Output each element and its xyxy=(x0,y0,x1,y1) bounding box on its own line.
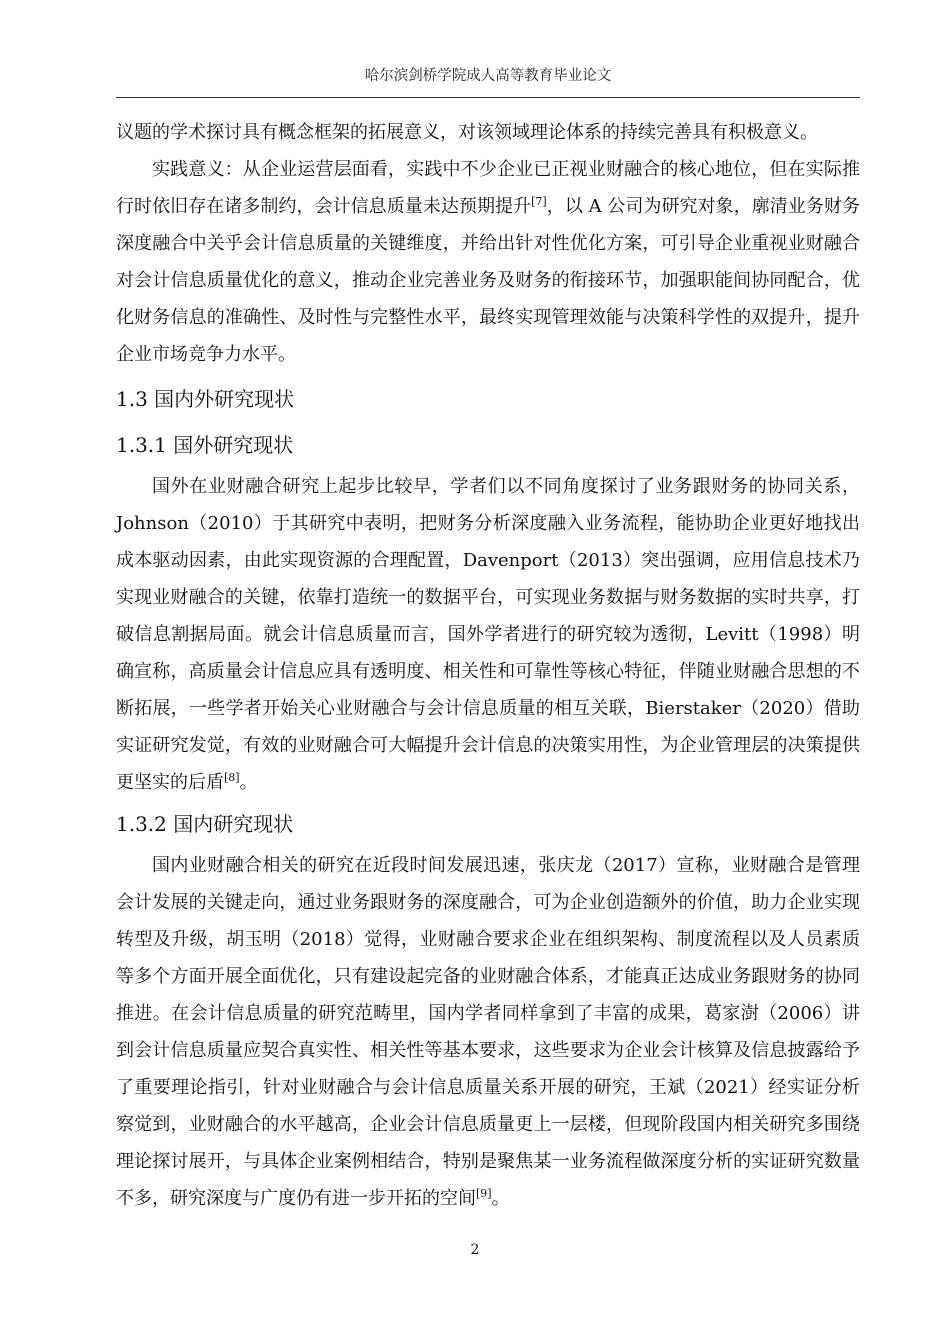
page-header: 哈尔滨剑桥学院成人高等教育毕业论文 xyxy=(364,68,612,84)
subsection-heading-foreign: 1.3.1 国外研究现状 xyxy=(116,433,294,457)
paragraph-foreign-research xyxy=(116,468,860,801)
paragraph-domestic-research xyxy=(116,847,860,1217)
section-heading: 1.3 国内外研究现状 xyxy=(116,387,295,411)
document-body xyxy=(116,114,860,1217)
paragraph-text: 。 xyxy=(491,1188,510,1209)
subsection-heading-domestic: 1.3.2 国内研究现状 xyxy=(116,812,294,836)
citation-ref: [8] xyxy=(224,771,240,784)
header-divider xyxy=(116,97,860,98)
page-number: 2 xyxy=(470,1242,480,1258)
paragraph-text: 国外在业财融合研究上起步比较早，学者们以不同角度探讨了业务跟财务的协同关系，Johnson（2010）于其研究中表明，把财务分析深度融入业务流程，能协助企业更好地找出成本驱动因素，由此实现资源的合理配置，Davenport（2013）突出强调，应用信息技术乃实现业财融合的关键，依靠打造统一的数据平台，可实现业务数据与财务数据的实时共享，打破信息割据局面。就会计信息质量而言，国外学者进行的研究较为透彻，Levitt（1998）明确宣称，高质量会计信息应具有透明度、相关性和可靠性等核心特征，伴随业财融合思想的不断拓展，一些学者开始关心业财融合与会计信息质量的相互关联，Bierstaker（2020）借助实证研究发觉，有效的业财融合可大幅提升会计信息的决策实用性，为企业管理层的决策提供更坚实的后盾 xyxy=(116,476,860,793)
paragraph-text: 实践意义：从企业运营层面看，实践中不少企业已正视业财融合的核心地位，但在实际推行时依旧存在诸多制约，会计信息质量未达预期提升 xyxy=(116,159,860,217)
paragraph-practical-significance xyxy=(116,151,860,373)
paragraph-text: 国内业财融合相关的研究在近段时间发展迅速，张庆龙（2017）宣称，业财融合是管理会计发展的关键走向，通过业务跟财务的深度融合，可为企业创造额外的价值，助力企业实现转型及升级，胡玉明（2018）觉得，业财融合要求企业在组织架构、制度流程以及人员素质等多个方面开展全面优化，只有建设起完备的业财融合体系，才能真正达成业务跟财务的协同推进。在会计信息质量的研究范畴里，国内学者同样拿到了丰富的成果，葛家澍（2006）讲到会计信息质量应契合真实性、相关性等基本要求，这些要求为企业会计核算及信息披露给予了重要理论指引，针对业财融合与会计信息质量关系开展的研究，王斌（2021）经实证分析察觉到，业财融合的水平越高，企业会计信息质量更上一层楼，但现阶段国内相关研究多围绕理论探讨展开，与具体企业案例相结合，特别是聚焦某一业务流程做深度分析的实证研究数量不多，研究深度与广度仍有进一步开拓的空间 xyxy=(116,855,860,1209)
paragraph-text: ，以 A 公司为研究对象，廓清业务财务深度融合中关乎会计信息质量的关键维度，并给出针对性优化方案，可引导企业重视业财融合对会计信息质量优化的意义，推动企业完善业务及财务的衔接环节，加强职能间协同配合，优化财务信息的准确性、及时性与完整性水平，最终实现管理效能与决策科学性的双提升，提升企业市场竞争力水平。 xyxy=(116,196,860,365)
citation-ref: [7] xyxy=(531,195,547,208)
paragraph-text: 。 xyxy=(239,772,258,793)
citation-ref: [9] xyxy=(476,1187,492,1200)
paragraph-theory-significance-end: 议题的学术探讨具有概念框架的拓展意义，对该领域理论体系的持续完善具有积极意义。 xyxy=(116,122,818,143)
